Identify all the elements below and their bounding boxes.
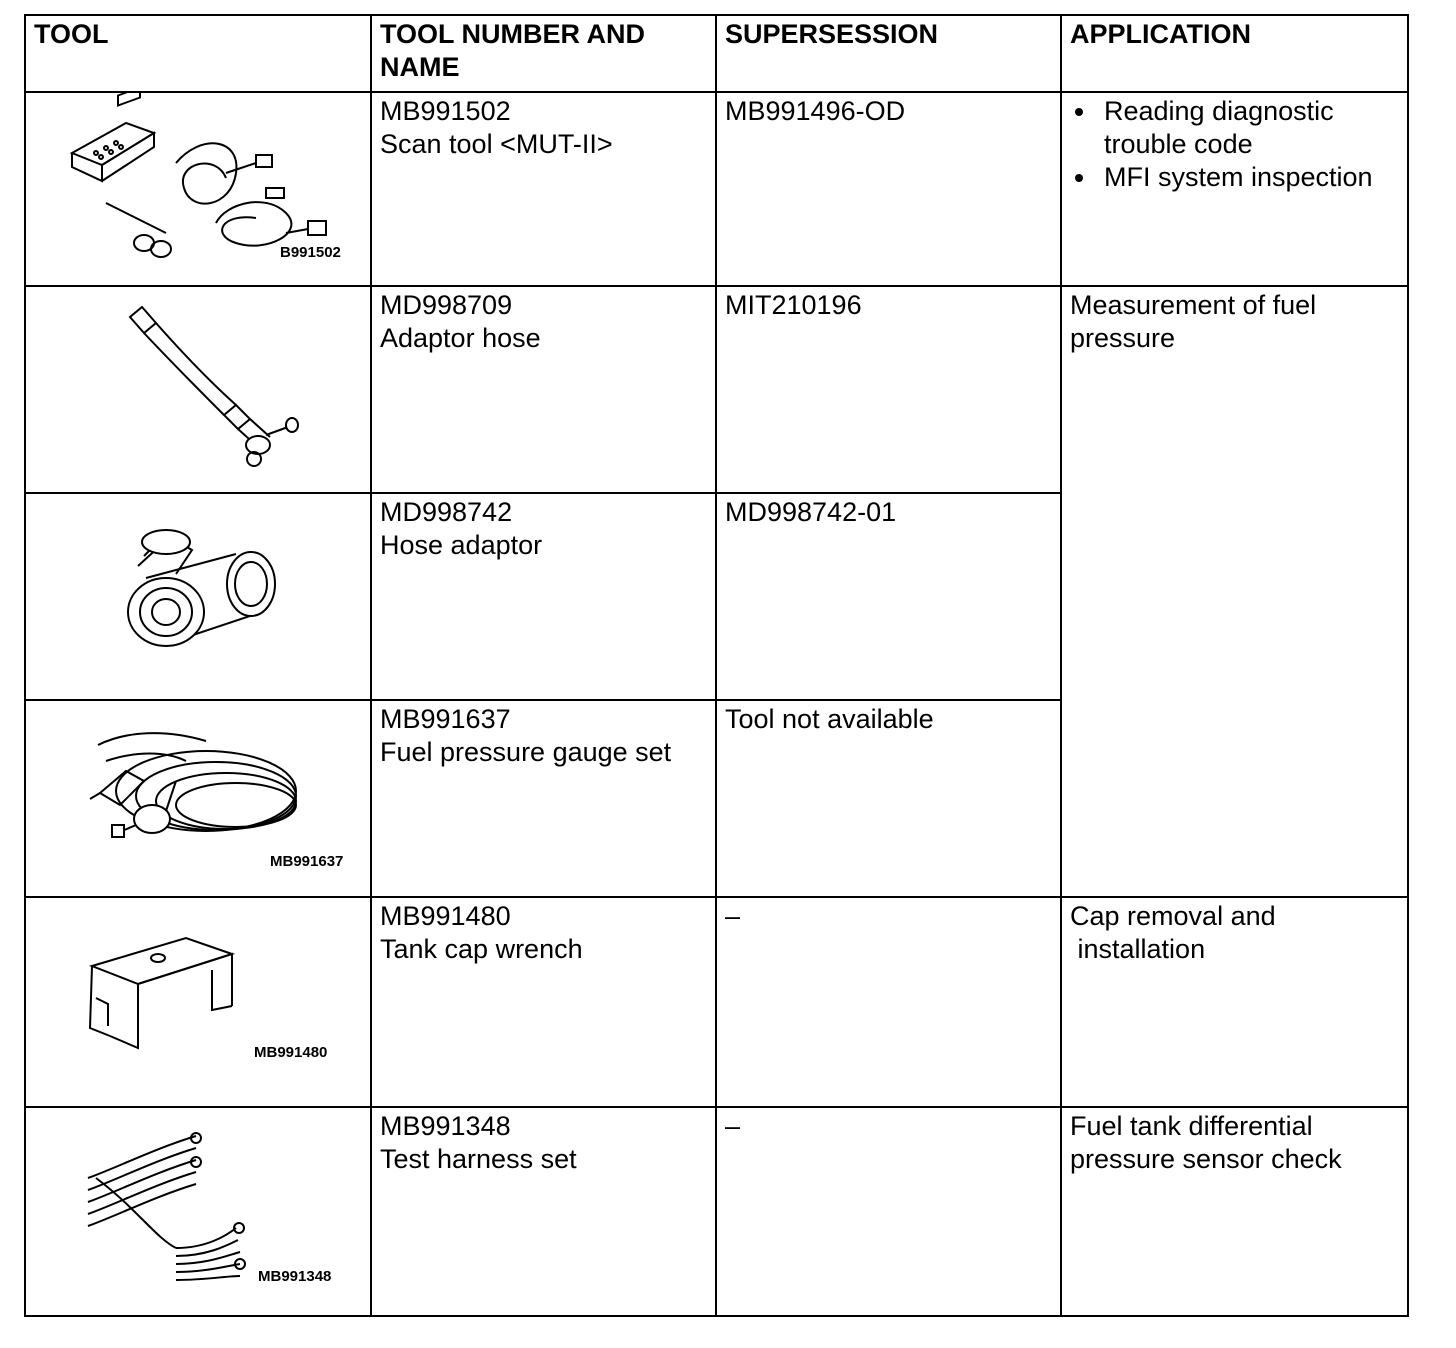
supersession-value: – [725, 901, 741, 931]
tool-caption: MB991637 [270, 853, 344, 870]
tool-name: Test harness set [380, 1144, 577, 1174]
tool-number: MB991637 [380, 704, 511, 734]
tool-number-name-cell [371, 897, 716, 1107]
tool-number: MB991502 [380, 96, 511, 126]
header-tool: TOOL [25, 15, 371, 92]
supersession-cell [716, 1107, 1061, 1316]
supersession-cell [716, 897, 1061, 1107]
tool-number: MD998742 [380, 497, 513, 527]
tool-number: MD998709 [380, 290, 513, 320]
supersession-cell [716, 700, 1061, 897]
tool-number-name-cell [371, 493, 716, 700]
application-cell [1061, 1107, 1408, 1316]
application-item: • MFI system inspection [1098, 161, 1399, 194]
tool-illustration-cell [25, 493, 371, 700]
tank-cap-wrench-illustration [26, 898, 370, 1106]
application-item: • Reading diagnostic trouble code [1098, 95, 1399, 161]
supersession-cell [716, 493, 1061, 700]
header-supersession: SUPERSESSION [716, 15, 1061, 92]
supersession-cell [716, 92, 1061, 286]
supersession-value: – [725, 1111, 741, 1141]
tool-number-name-cell [371, 92, 716, 286]
application-text: Fuel tank differential [1070, 1111, 1313, 1141]
supersession-cell [716, 286, 1061, 493]
tool-number: MB991480 [380, 901, 511, 931]
tool-name: Fuel pressure gauge set [380, 737, 672, 767]
header-row [25, 15, 1408, 92]
table-row [25, 286, 1408, 493]
application-cell [1061, 286, 1408, 897]
application-text: installation [1070, 934, 1206, 964]
supersession-value: MB991496-OD [725, 96, 906, 126]
special-tools-table [24, 14, 1409, 1317]
tool-illustration-cell [25, 897, 371, 1107]
tool-caption: MB991480 [254, 1044, 328, 1061]
tool-number-name-cell [371, 1107, 716, 1316]
application-list [1070, 95, 1399, 194]
supersession-value: Tool not available [725, 704, 934, 734]
application-text: pressure sensor check [1070, 1144, 1342, 1174]
table-row [25, 1107, 1408, 1316]
tool-caption: MB991348 [258, 1268, 332, 1285]
table-row [25, 897, 1408, 1107]
tool-name: Scan tool <MUT-II> [380, 129, 613, 159]
tool-number: MB991348 [380, 1111, 511, 1141]
tool-name: Hose adaptor [380, 530, 543, 560]
hose-adaptor-illustration [26, 494, 370, 699]
adaptor-hose-illustration [26, 287, 370, 492]
application-text: pressure [1070, 323, 1176, 353]
header-tool-number-name: TOOL NUMBER AND NAME [371, 15, 716, 92]
application-cell [1061, 897, 1408, 1107]
application-text: Cap removal and [1070, 901, 1276, 931]
table-row [25, 92, 1408, 286]
supersession-value: MD998742-01 [725, 497, 897, 527]
tool-name: Tank cap wrench [380, 934, 583, 964]
tool-number-name-cell [371, 286, 716, 493]
tool-illustration-cell [25, 286, 371, 493]
tool-number-name-cell [371, 700, 716, 897]
supersession-value: MIT210196 [725, 290, 862, 320]
application-cell [1061, 92, 1408, 286]
tool-illustration-cell [25, 700, 371, 897]
tool-name: Adaptor hose [380, 323, 541, 353]
tool-caption: B991502 [280, 244, 341, 261]
tool-illustration-cell [25, 92, 371, 286]
tool-illustration-cell [25, 1107, 371, 1316]
header-application: APPLICATION [1061, 15, 1408, 92]
application-text: Measurement of fuel [1070, 290, 1317, 320]
